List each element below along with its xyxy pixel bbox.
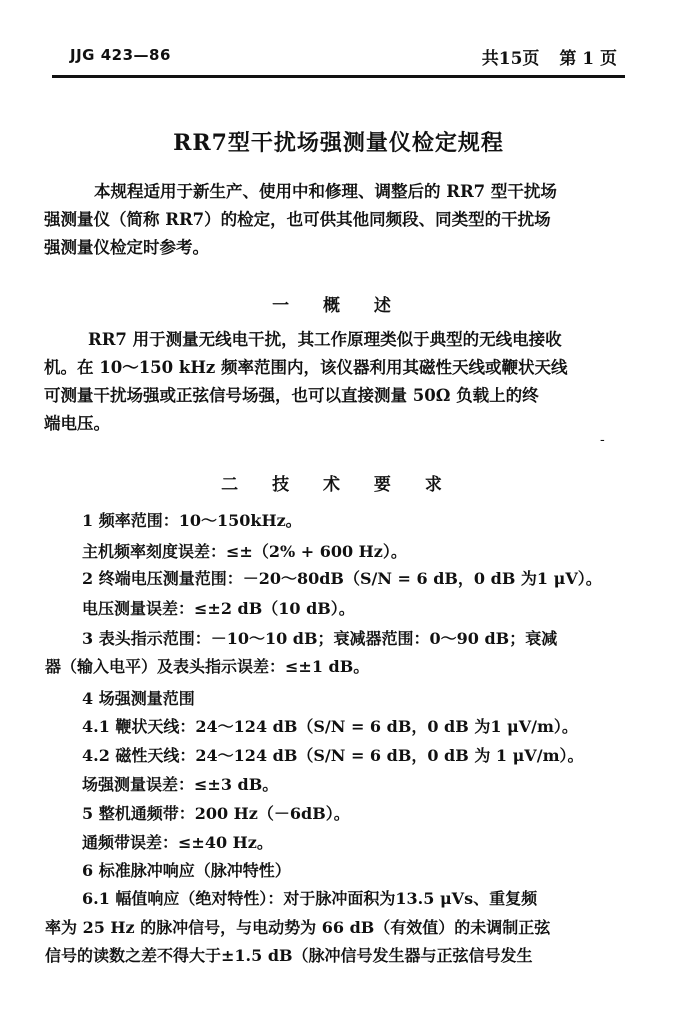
overview-line: 可测量干扰场强或正弦信号场强，也可以直接测量 50Ω 负载上的终 [44, 386, 539, 405]
overview-line: RR7 用于测量无线电干扰，其工作原理类似于典型的无线电接收 [88, 330, 562, 349]
requirement-item: 6.1 幅值响应（绝对特性）：对于脉冲面积为13.5 μVs、重复频 [82, 889, 538, 908]
requirement-item: 6 标准脉冲响应（脉冲特性） [82, 861, 291, 880]
page-header [52, 40, 625, 74]
header-rule [52, 75, 625, 78]
intro-line: 强测量仪（简称 RR7）的检定，也可供其他同频段、同类型的干扰场 [44, 210, 551, 229]
intro-paragraph [44, 178, 638, 262]
section-heading-requirements: 二 技 术 要 求 [221, 475, 456, 495]
page-number: 第 1 页 [559, 49, 617, 69]
intro-line: 强测量仪检定时参考。 [44, 238, 209, 257]
margin-mark: - [600, 432, 605, 448]
requirement-item: 1 频率范围：10～150kHz。 [82, 511, 302, 530]
overview-line: 端电压。 [44, 414, 110, 433]
requirement-item: 通频带误差：≤±40 Hz。 [82, 833, 273, 852]
requirement-item: 5 整机通频带：200 Hz（－6dB）。 [82, 804, 350, 823]
requirement-item: 4.2 磁性天线：24～124 dB（S/N = 6 dB，0 dB 为 1 μV/m）。 [82, 746, 584, 765]
overview-paragraph [44, 326, 638, 438]
overview-line: 机。在 10～150 kHz 频率范围内，该仪器利用其磁性天线或鞭状天线 [44, 358, 568, 377]
standard-code: JJG 423—86 [70, 46, 171, 64]
requirement-item: 电压测量误差：≤±2 dB（10 dB）。 [82, 599, 355, 618]
requirement-item: 主机频率刻度误差：≤±（2% + 600 Hz）。 [82, 542, 407, 561]
requirement-item: 4 场强测量范围 [82, 689, 195, 708]
section-heading-overview: 一 概 述 [272, 296, 405, 316]
document-title: RR7型干扰场强测量仪检定规程 [173, 130, 504, 156]
requirement-item: 场强测量误差：≤±3 dB。 [82, 775, 279, 794]
requirement-item: 率为 25 Hz 的脉冲信号，与电动势为 66 dB（有效值）的未调制正弦 [45, 918, 551, 937]
page-counter [468, 44, 617, 69]
requirement-item: 器（输入电平）及表头指示误差：≤±1 dB。 [45, 657, 370, 676]
requirement-item: 4.1 鞭状天线：24～124 dB（S/N = 6 dB，0 dB 为1 μV/m）。 [82, 717, 578, 736]
requirement-item: 信号的读数之差不得大于±1.5 dB（脉冲信号发生器与正弦信号发生 [45, 946, 533, 965]
requirement-item: 2 终端电压测量范围：－20～80dB（S/N = 6 dB，0 dB 为1 μV）。 [82, 569, 602, 588]
total-pages: 共15页 [481, 49, 540, 69]
requirement-item: 3 表头指示范围：－10～10 dB；衰减器范围：0～90 dB；衰减 [82, 629, 558, 648]
intro-line: 本规程适用于新生产、使用中和修理、调整后的 RR7 型干扰场 [94, 182, 557, 201]
